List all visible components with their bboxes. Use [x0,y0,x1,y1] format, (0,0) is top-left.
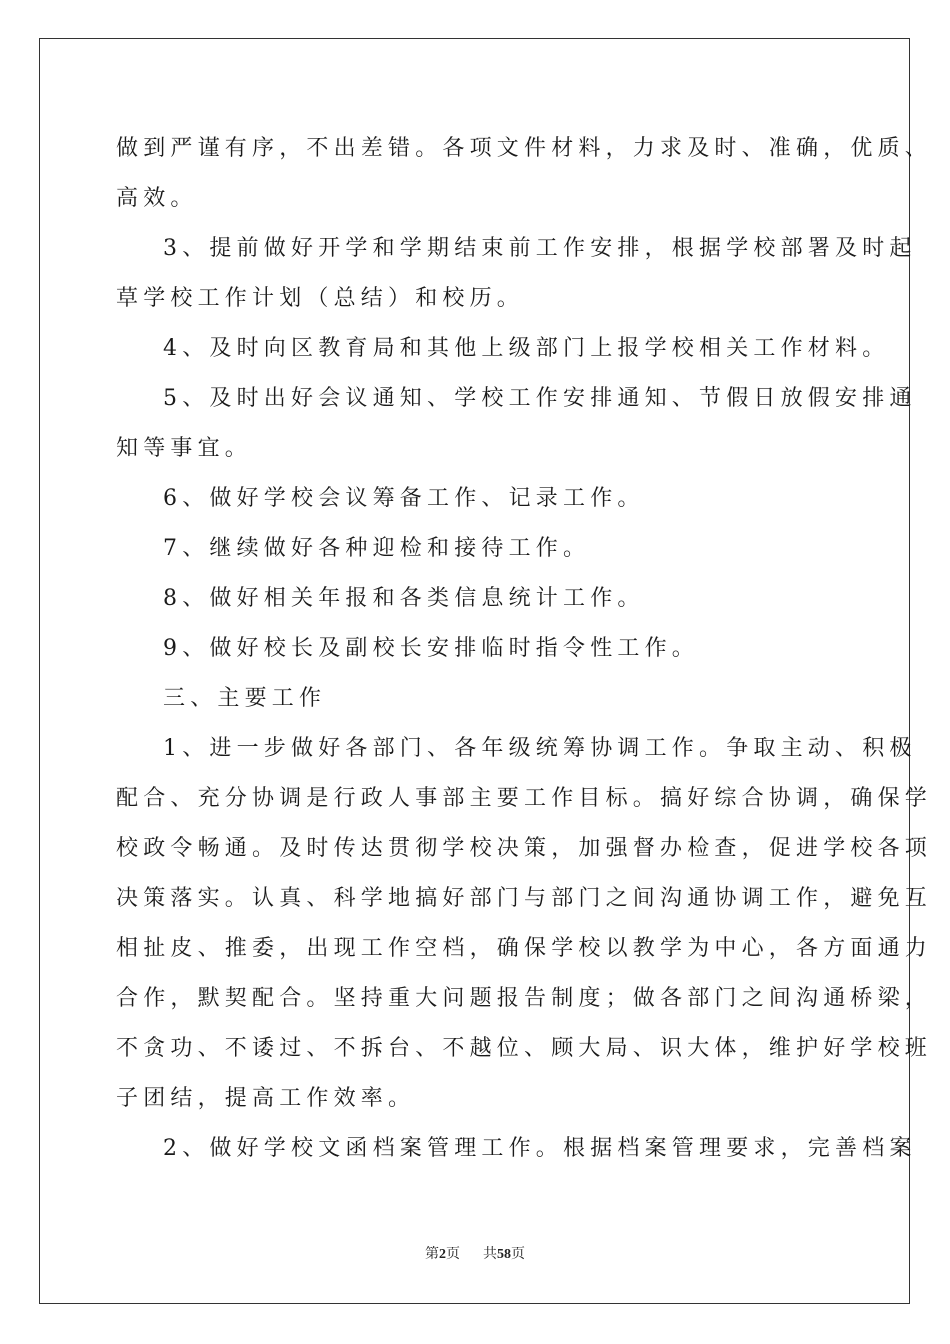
text-line: 配合、充分协调是行政人事部主要工作目标。搞好综合协调，确保学 [116,786,933,811]
text-line: 子团结，提高工作效率。 [116,1086,416,1111]
text-line: 5、及时出好会议通知、学校工作安排通知、节假日放假安排通 [163,386,917,411]
text-line: 做到严谨有序，不出差错。各项文件材料，力求及时、准确，优质、 [116,136,933,161]
text-line: 不贪功、不诿过、不拆台、不越位、顾大局、识大体，维护好学校班 [116,1036,933,1061]
text-line: 8、做好相关年报和各类信息统计工作。 [163,586,645,611]
total-pages-label [483,1246,525,1262]
page-border [39,38,910,1304]
text-line: 合作，默契配合。坚持重大问题报告制度；做各部门之间沟通桥梁， [116,986,933,1011]
text-line: 校政令畅通。及时传达贯彻学校决策，加强督办检查，促进学校各项 [116,836,933,861]
text-line: 4、及时向区教育局和其他上级部门上报学校相关工作材料。 [163,336,890,361]
text-line: 7、继续做好各种迎检和接待工作。 [163,536,591,561]
text-line: 决策落实。认真、科学地搞好部门与部门之间沟通协调工作，避免互 [116,886,933,911]
total-suffix: 页 [510,1246,525,1262]
page-prefix: 第 [425,1246,440,1262]
page-suffix: 页 [446,1246,461,1262]
current-page-number: 2 [439,1247,447,1262]
page-footer [0,1245,950,1264]
text-line: 高效。 [116,186,198,211]
text-line: 3、提前做好开学和学期结束前工作安排，根据学校部署及时起 [163,236,917,261]
text-line: 相扯皮、推委，出现工作空档，确保学校以教学为中心，各方面通力 [116,936,933,961]
text-line: 知等事宜。 [116,436,253,461]
total-page-count: 58 [496,1247,511,1262]
text-line: 1、进一步做好各部门、各年级统筹协调工作。争取主动、积极 [163,736,917,761]
text-line: 2、做好学校文函档案管理工作。根据档案管理要求，完善档案 [163,1136,917,1161]
section-heading: 三、主要工作 [163,686,327,711]
text-line: 9、做好校长及副校长安排临时指令性工作。 [163,636,699,661]
page-number-label [425,1246,464,1262]
total-prefix: 共 [482,1246,497,1262]
text-line: 6、做好学校会议筹备工作、记录工作。 [163,486,645,511]
text-line: 草学校工作计划（总结）和校历。 [116,286,525,311]
